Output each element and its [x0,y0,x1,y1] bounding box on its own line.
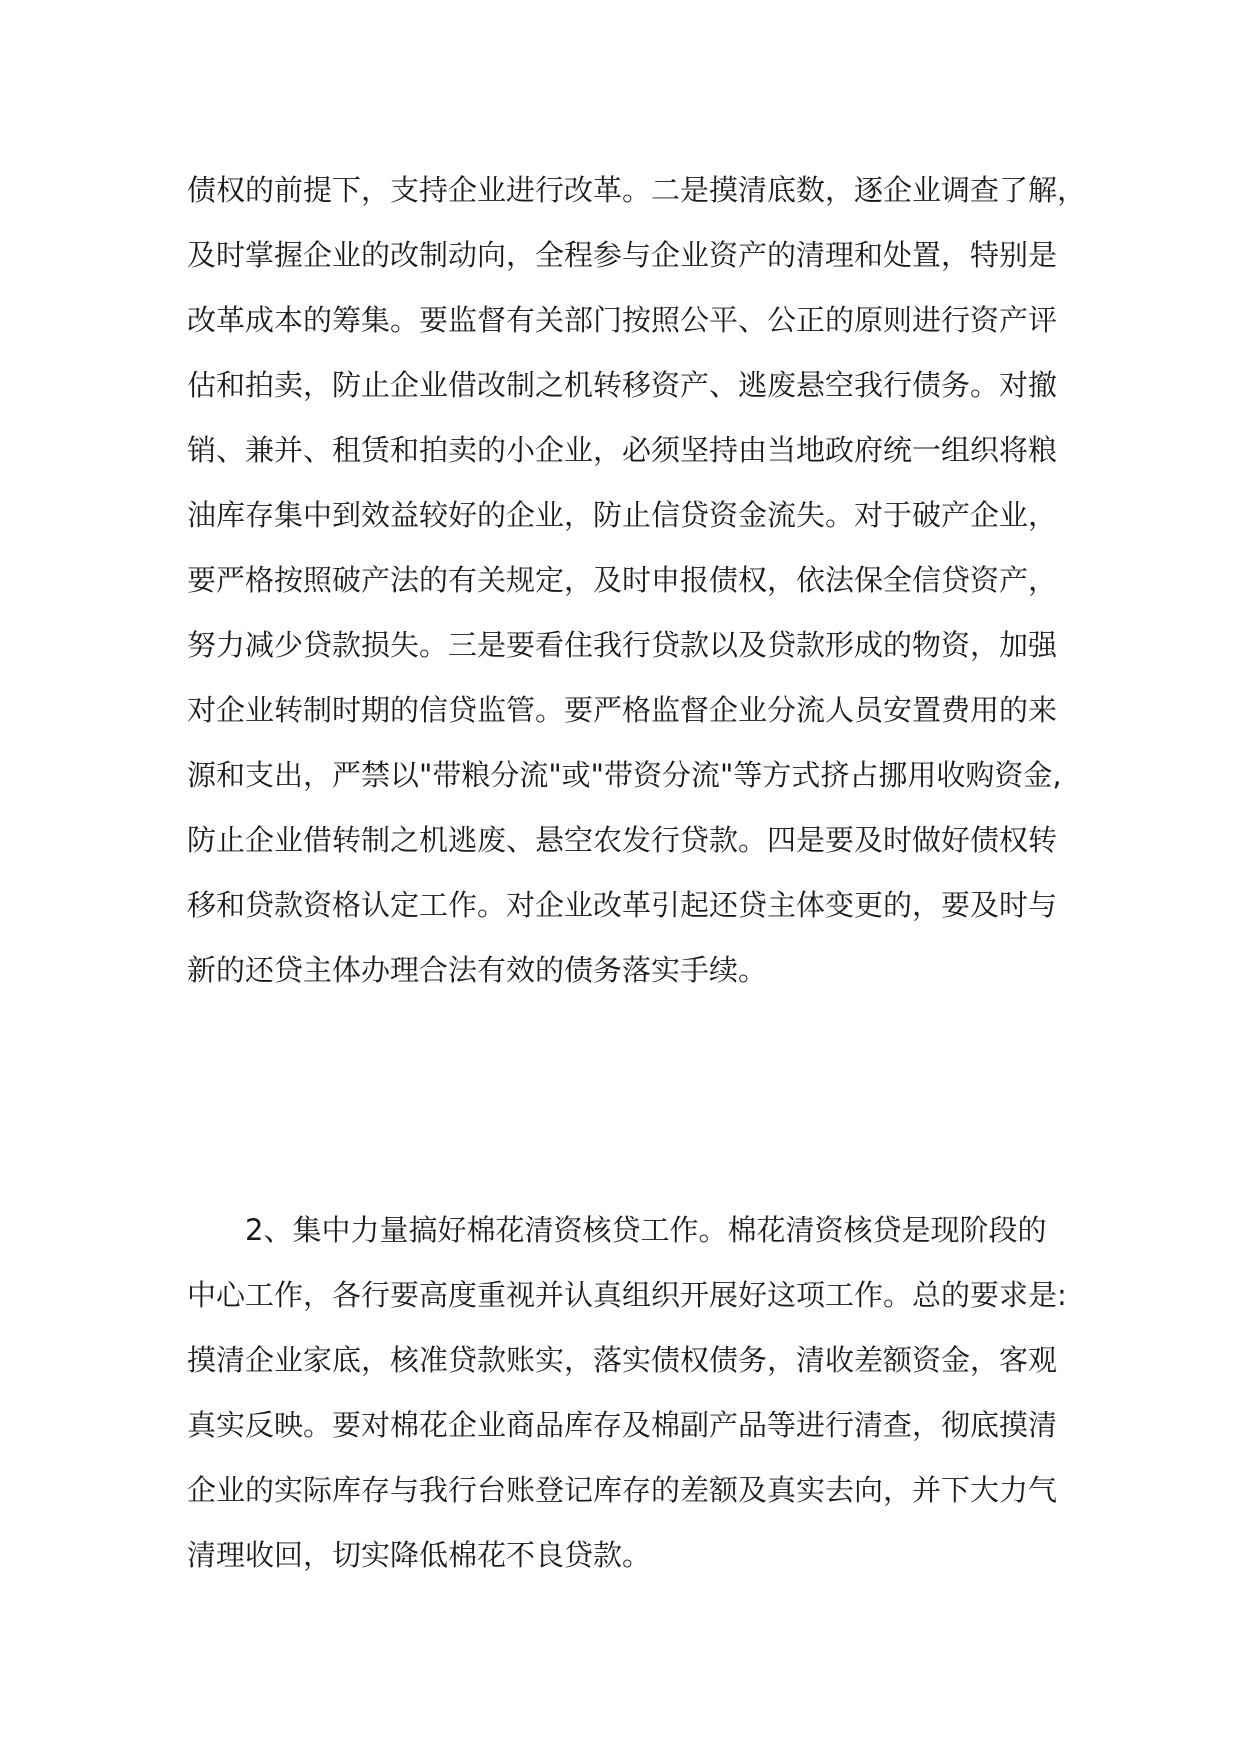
paragraph-line: 移和贷款资格认定工作。对企业改革引起还贷主体变更的，要及时与 [187,888,1058,922]
paragraph-line: 估和拍卖，防止企业借改制之机转移资产、逃废悬空我行债务。对撤 [187,368,1058,402]
paragraph-debt-protection [187,158,1087,1003]
paragraph-line: 源和支出，严禁以"带粮分流"或"带资分流"等方式挤占挪用收购资金, [187,758,1062,792]
paragraph-line: 企业的实际库存与我行台账登记库存的差额及真实去向，并下大力气 [187,1473,1058,1507]
paragraph-line: 真实反映。要对棉花企业商品库存及棉副产品等进行清查，彻底摸清 [187,1408,1058,1442]
paragraph-cotton-loan-audit [187,1198,1067,1588]
paragraph-line: 对企业转制时期的信贷监管。要严格监督企业分流人员安置费用的来 [187,693,1058,727]
paragraph-line: 改革成本的筹集。要监督有关部门按照公平、公正的原则进行资产评 [187,303,1058,337]
paragraph-line: 油库存集中到效益较好的企业，防止信贷资金流失。对于破产企业， [187,498,1058,532]
paragraph-line: 摸清企业家底，核准贷款账实，落实债权债务，清收差额资金，客观 [187,1343,1058,1377]
paragraph-line: 销、兼并、租赁和拍卖的小企业，必须坚持由当地政府统一组织将粮 [187,433,1058,467]
paragraph-line: 债权的前提下，支持企业进行改革。二是摸清底数，逐企业调查了解， [187,173,1087,207]
paragraph-line: 要严格按照破产法的有关规定，及时申报债权，依法保全信贷资产， [187,563,1058,597]
paragraph-line: 新的还贷主体办理合法有效的债务落实手续。 [187,953,768,987]
paragraph-line: 中心工作，各行要高度重视并认真组织开展好这项工作。总的要求是: [187,1278,1067,1312]
paragraph-line: 防止企业借转制之机逃废、悬空农发行贷款。四是要及时做好债权转 [187,823,1058,857]
paragraph-line: 2、集中力量搞好棉花清资核贷工作。棉花清资核贷是现阶段的 [245,1213,1047,1247]
paragraph-line: 及时掌握企业的改制动向，全程参与企业资产的清理和处置，特别是 [187,238,1058,272]
paragraph-line: 清理收回，切实降低棉花不良贷款。 [187,1538,652,1572]
paragraph-line: 努力减少贷款损失。三是要看住我行贷款以及贷款形成的物资，加强 [187,628,1058,662]
